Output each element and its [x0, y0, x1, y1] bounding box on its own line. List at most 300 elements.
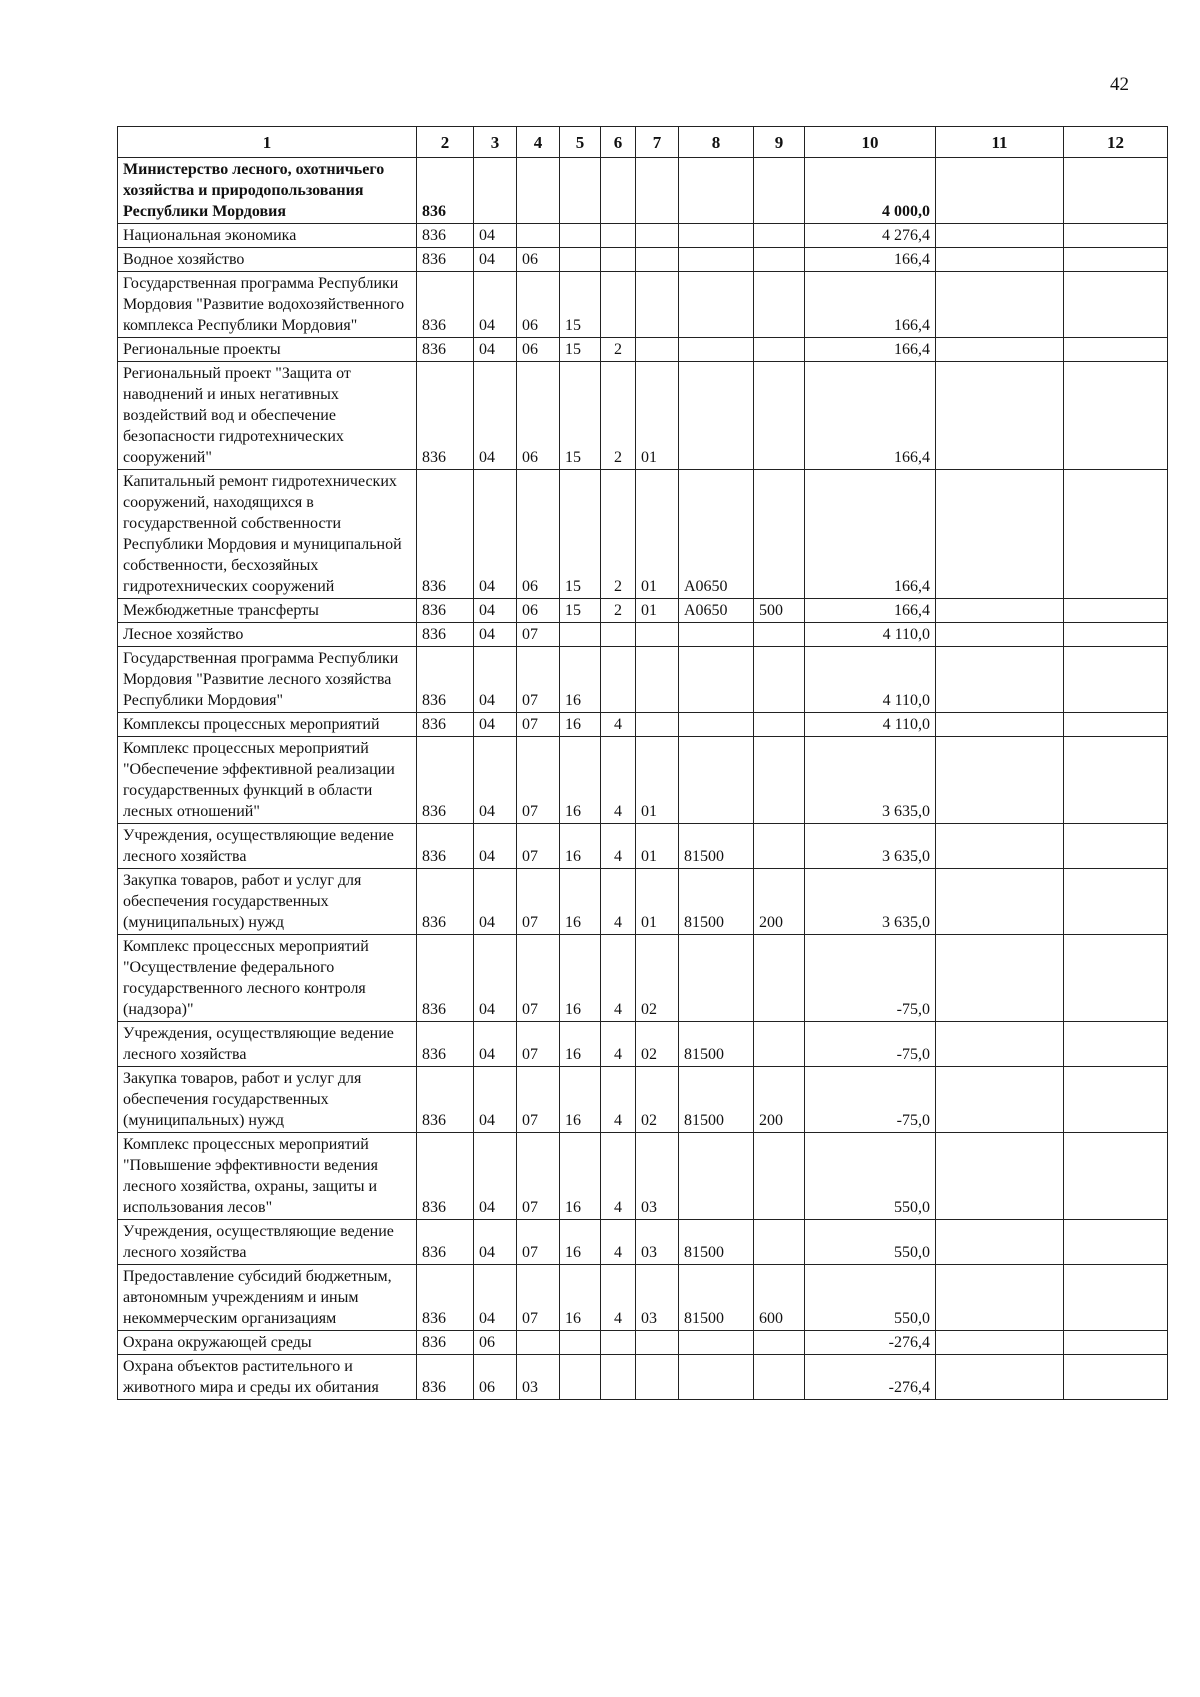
subsection-code-cell: 07 [517, 1220, 560, 1265]
column-12-cell [1064, 935, 1168, 1022]
subprogram-code-cell: 2 [601, 599, 636, 623]
table-row [118, 935, 1168, 1022]
direction-code-cell [679, 623, 754, 647]
section-code-cell: 04 [474, 1265, 517, 1331]
column-11-cell [936, 713, 1064, 737]
header-cell: 3 [474, 127, 517, 158]
expense-type-cell [754, 158, 805, 224]
program-code-cell: 16 [560, 737, 601, 824]
expense-type-cell [754, 248, 805, 272]
column-11-cell [936, 338, 1064, 362]
table-row [118, 1331, 1168, 1355]
row-name-cell: Региональные проекты [118, 338, 417, 362]
header-cell: 5 [560, 127, 601, 158]
row-name-cell: Закупка товаров, работ и услуг для обеспечения государственных (муниципальных) нужд [118, 1067, 417, 1133]
column-12-cell [1064, 1022, 1168, 1067]
table-row [118, 599, 1168, 623]
table-row [118, 737, 1168, 824]
expense-type-cell: 200 [754, 869, 805, 935]
activity-code-cell: 03 [636, 1133, 679, 1220]
expense-type-cell [754, 935, 805, 1022]
ministry-code-cell: 836 [417, 362, 474, 470]
column-12-cell [1064, 338, 1168, 362]
direction-code-cell [679, 224, 754, 248]
column-12-cell [1064, 737, 1168, 824]
table-row [118, 1265, 1168, 1331]
subsection-code-cell: 07 [517, 935, 560, 1022]
section-code-cell: 04 [474, 647, 517, 713]
section-code-cell: 04 [474, 272, 517, 338]
ministry-code-cell: 836 [417, 224, 474, 248]
column-12-cell [1064, 158, 1168, 224]
subsection-code-cell [517, 224, 560, 248]
activity-code-cell: 02 [636, 1067, 679, 1133]
ministry-code-cell: 836 [417, 1022, 474, 1067]
subsection-code-cell: 07 [517, 737, 560, 824]
row-name-cell: Комплекс процессных мероприятий "Осуществление федерального государственного лесного контроля (надзора)" [118, 935, 417, 1022]
ministry-code-cell: 836 [417, 248, 474, 272]
ministry-code-cell: 836 [417, 158, 474, 224]
column-12-cell [1064, 869, 1168, 935]
table-row [118, 1067, 1168, 1133]
amount-cell: 550,0 [805, 1265, 936, 1331]
expense-type-cell: 500 [754, 599, 805, 623]
table-row [118, 470, 1168, 599]
direction-code-cell: 81500 [679, 1022, 754, 1067]
ministry-code-cell: 836 [417, 623, 474, 647]
program-code-cell [560, 158, 601, 224]
header-cell: 10 [805, 127, 936, 158]
ministry-code-cell: 836 [417, 1355, 474, 1400]
table-row [118, 1355, 1168, 1400]
ministry-code-cell: 836 [417, 647, 474, 713]
section-code-cell: 04 [474, 362, 517, 470]
row-name-cell: Учреждения, осуществляющие ведение лесного хозяйства [118, 824, 417, 869]
table-row [118, 224, 1168, 248]
program-code-cell: 16 [560, 1067, 601, 1133]
expense-type-cell: 200 [754, 1067, 805, 1133]
program-code-cell [560, 623, 601, 647]
amount-cell: 4 110,0 [805, 647, 936, 713]
subprogram-code-cell: 2 [601, 470, 636, 599]
subsection-code-cell: 07 [517, 1265, 560, 1331]
column-11-cell [936, 737, 1064, 824]
table-body [118, 158, 1168, 1400]
expense-type-cell [754, 224, 805, 248]
ministry-code-cell: 836 [417, 272, 474, 338]
column-12-cell [1064, 1067, 1168, 1133]
header-cell: 11 [936, 127, 1064, 158]
direction-code-cell: 81500 [679, 824, 754, 869]
subprogram-code-cell: 2 [601, 338, 636, 362]
subsection-code-cell: 06 [517, 338, 560, 362]
row-name-cell: Закупка товаров, работ и услуг для обеспечения государственных (муниципальных) нужд [118, 869, 417, 935]
amount-cell: -75,0 [805, 1067, 936, 1133]
row-name-cell: Государственная программа Республики Мордовия "Развитие водохозяйственного комплекса Республики Мордовия" [118, 272, 417, 338]
subprogram-code-cell: 4 [601, 713, 636, 737]
activity-code-cell: 01 [636, 362, 679, 470]
section-code-cell: 04 [474, 1067, 517, 1133]
subprogram-code-cell [601, 1331, 636, 1355]
column-11-cell [936, 824, 1064, 869]
column-11-cell [936, 1331, 1064, 1355]
header-cell: 2 [417, 127, 474, 158]
activity-code-cell: 01 [636, 824, 679, 869]
direction-code-cell [679, 248, 754, 272]
column-11-cell [936, 248, 1064, 272]
subprogram-code-cell [601, 272, 636, 338]
column-12-cell [1064, 623, 1168, 647]
expense-type-cell: 600 [754, 1265, 805, 1331]
ministry-code-cell: 836 [417, 338, 474, 362]
amount-cell: 166,4 [805, 248, 936, 272]
expense-type-cell [754, 1022, 805, 1067]
row-name-cell: Комплекс процессных мероприятий "Обеспечение эффективной реализации государственных функций в области лесных отношений" [118, 737, 417, 824]
section-code-cell: 06 [474, 1331, 517, 1355]
amount-cell: 550,0 [805, 1220, 936, 1265]
direction-code-cell: A0650 [679, 470, 754, 599]
subprogram-code-cell: 2 [601, 362, 636, 470]
ministry-code-cell: 836 [417, 1331, 474, 1355]
column-12-cell [1064, 647, 1168, 713]
column-11-cell [936, 1355, 1064, 1400]
subprogram-code-cell [601, 224, 636, 248]
column-12-cell [1064, 272, 1168, 338]
row-name-cell: Учреждения, осуществляющие ведение лесного хозяйства [118, 1022, 417, 1067]
ministry-code-cell: 836 [417, 869, 474, 935]
column-12-cell [1064, 470, 1168, 599]
program-code-cell: 16 [560, 1220, 601, 1265]
amount-cell: -75,0 [805, 935, 936, 1022]
ministry-code-cell: 836 [417, 1265, 474, 1331]
ministry-code-cell: 836 [417, 824, 474, 869]
row-name-cell: Государственная программа Республики Мордовия "Развитие лесного хозяйства Республики Мордовия" [118, 647, 417, 713]
table-row [118, 1220, 1168, 1265]
direction-code-cell [679, 713, 754, 737]
column-11-cell [936, 1220, 1064, 1265]
expense-type-cell [754, 1355, 805, 1400]
activity-code-cell [636, 647, 679, 713]
subprogram-code-cell: 4 [601, 1067, 636, 1133]
ministry-code-cell: 836 [417, 1133, 474, 1220]
subsection-code-cell: 06 [517, 362, 560, 470]
direction-code-cell [679, 158, 754, 224]
column-11-cell [936, 224, 1064, 248]
program-code-cell: 16 [560, 824, 601, 869]
program-code-cell [560, 1355, 601, 1400]
row-name-cell: Учреждения, осуществляющие ведение лесного хозяйства [118, 1220, 417, 1265]
table-row [118, 713, 1168, 737]
column-11-cell [936, 362, 1064, 470]
header-cell: 8 [679, 127, 754, 158]
subsection-code-cell: 07 [517, 713, 560, 737]
amount-cell: 166,4 [805, 470, 936, 599]
ministry-code-cell: 836 [417, 1067, 474, 1133]
subsection-code-cell: 06 [517, 470, 560, 599]
table-row [118, 1133, 1168, 1220]
activity-code-cell: 02 [636, 935, 679, 1022]
amount-cell: 166,4 [805, 338, 936, 362]
amount-cell: 166,4 [805, 362, 936, 470]
expense-type-cell [754, 824, 805, 869]
subsection-code-cell: 07 [517, 647, 560, 713]
section-code-cell: 04 [474, 599, 517, 623]
subprogram-code-cell [601, 158, 636, 224]
table-row [118, 338, 1168, 362]
direction-code-cell [679, 935, 754, 1022]
program-code-cell [560, 1331, 601, 1355]
activity-code-cell [636, 158, 679, 224]
ministry-code-cell: 836 [417, 737, 474, 824]
section-code-cell: 04 [474, 248, 517, 272]
subprogram-code-cell: 4 [601, 824, 636, 869]
activity-code-cell: 01 [636, 599, 679, 623]
expense-type-cell [754, 362, 805, 470]
row-name-cell: Министерство лесного, охотничьего хозяйства и природопользования Республики Мордовия [118, 158, 417, 224]
ministry-code-cell: 836 [417, 1220, 474, 1265]
row-name-cell: Комплекс процессных мероприятий "Повышение эффективности ведения лесного хозяйства, охраны, защиты и использования лесов" [118, 1133, 417, 1220]
direction-code-cell: 81500 [679, 1265, 754, 1331]
column-12-cell [1064, 1220, 1168, 1265]
amount-cell: -75,0 [805, 1022, 936, 1067]
ministry-code-cell: 836 [417, 935, 474, 1022]
header-cell: 12 [1064, 127, 1168, 158]
row-name-cell: Охрана объектов растительного и животного мира и среды их обитания [118, 1355, 417, 1400]
amount-cell: 550,0 [805, 1133, 936, 1220]
table-row [118, 1022, 1168, 1067]
expense-type-cell [754, 1331, 805, 1355]
column-11-cell [936, 158, 1064, 224]
program-code-cell: 15 [560, 470, 601, 599]
section-code-cell: 04 [474, 1022, 517, 1067]
subsection-code-cell [517, 1331, 560, 1355]
direction-code-cell [679, 737, 754, 824]
section-code-cell: 04 [474, 224, 517, 248]
subsection-code-cell: 07 [517, 824, 560, 869]
program-code-cell [560, 224, 601, 248]
program-code-cell: 16 [560, 1265, 601, 1331]
activity-code-cell: 01 [636, 869, 679, 935]
column-12-cell [1064, 248, 1168, 272]
row-name-cell: Национальная экономика [118, 224, 417, 248]
section-code-cell: 04 [474, 1220, 517, 1265]
direction-code-cell: 81500 [679, 1220, 754, 1265]
row-name-cell: Региональный проект "Защита от наводнений и иных негативных воздействий вод и обеспечение безопасности гидротехнических сооружений" [118, 362, 417, 470]
header-cell: 6 [601, 127, 636, 158]
direction-code-cell [679, 338, 754, 362]
subsection-code-cell [517, 158, 560, 224]
activity-code-cell: 02 [636, 1022, 679, 1067]
column-12-cell [1064, 1355, 1168, 1400]
expense-type-cell [754, 338, 805, 362]
column-12-cell [1064, 1265, 1168, 1331]
header-cell: 1 [118, 127, 417, 158]
subprogram-code-cell: 4 [601, 1265, 636, 1331]
column-11-cell [936, 869, 1064, 935]
table-row [118, 869, 1168, 935]
program-code-cell: 16 [560, 1133, 601, 1220]
column-12-cell [1064, 824, 1168, 869]
subprogram-code-cell [601, 1355, 636, 1400]
column-11-cell [936, 599, 1064, 623]
subsection-code-cell: 06 [517, 272, 560, 338]
table-row [118, 248, 1168, 272]
activity-code-cell [636, 623, 679, 647]
ministry-code-cell: 836 [417, 599, 474, 623]
expense-type-cell [754, 623, 805, 647]
activity-code-cell: 03 [636, 1265, 679, 1331]
row-name-cell: Охрана окружающей среды [118, 1331, 417, 1355]
column-11-cell [936, 623, 1064, 647]
direction-code-cell [679, 1355, 754, 1400]
column-12-cell [1064, 1133, 1168, 1220]
subsection-code-cell: 06 [517, 599, 560, 623]
activity-code-cell [636, 224, 679, 248]
direction-code-cell [679, 272, 754, 338]
header-cell: 9 [754, 127, 805, 158]
section-code-cell [474, 158, 517, 224]
table-row [118, 158, 1168, 224]
subsection-code-cell: 07 [517, 869, 560, 935]
table-row [118, 362, 1168, 470]
subsection-code-cell: 07 [517, 1133, 560, 1220]
table-row [118, 623, 1168, 647]
row-name-cell: Водное хозяйство [118, 248, 417, 272]
direction-code-cell [679, 362, 754, 470]
column-12-cell [1064, 713, 1168, 737]
column-11-cell [936, 647, 1064, 713]
program-code-cell [560, 248, 601, 272]
row-name-cell: Капитальный ремонт гидротехнических сооружений, находящихся в государственной собственности Республики Мордовия и муниципальной собственности, бесхозяйных гидротехнических сооружений [118, 470, 417, 599]
activity-code-cell: 01 [636, 470, 679, 599]
subsection-code-cell: 07 [517, 1067, 560, 1133]
header-cell: 4 [517, 127, 560, 158]
column-12-cell [1064, 362, 1168, 470]
section-code-cell: 04 [474, 935, 517, 1022]
activity-code-cell: 03 [636, 1220, 679, 1265]
subprogram-code-cell: 4 [601, 1220, 636, 1265]
subprogram-code-cell [601, 623, 636, 647]
activity-code-cell [636, 1355, 679, 1400]
subsection-code-cell: 03 [517, 1355, 560, 1400]
section-code-cell: 04 [474, 470, 517, 599]
activity-code-cell [636, 272, 679, 338]
amount-cell: -276,4 [805, 1331, 936, 1355]
program-code-cell: 16 [560, 647, 601, 713]
subsection-code-cell: 07 [517, 623, 560, 647]
subsection-code-cell: 06 [517, 248, 560, 272]
subsection-code-cell: 07 [517, 1022, 560, 1067]
expense-type-cell [754, 272, 805, 338]
table-row [118, 272, 1168, 338]
section-code-cell: 04 [474, 338, 517, 362]
direction-code-cell [679, 1331, 754, 1355]
page-number: 42 [1110, 74, 1129, 95]
column-11-cell [936, 1133, 1064, 1220]
direction-code-cell [679, 1133, 754, 1220]
subprogram-code-cell: 4 [601, 935, 636, 1022]
section-code-cell: 06 [474, 1355, 517, 1400]
column-11-cell [936, 1265, 1064, 1331]
header-row [118, 127, 1168, 158]
expense-type-cell [754, 1133, 805, 1220]
program-code-cell: 15 [560, 272, 601, 338]
program-code-cell: 15 [560, 338, 601, 362]
subprogram-code-cell: 4 [601, 869, 636, 935]
amount-cell: 4 000,0 [805, 158, 936, 224]
table-row [118, 647, 1168, 713]
amount-cell: 3 635,0 [805, 737, 936, 824]
row-name-cell: Предоставление субсидий бюджетным, автономным учреждениям и иным некоммерческим организациям [118, 1265, 417, 1331]
expense-type-cell [754, 470, 805, 599]
activity-code-cell [636, 713, 679, 737]
direction-code-cell: 81500 [679, 869, 754, 935]
expense-type-cell [754, 1220, 805, 1265]
column-11-cell [936, 470, 1064, 599]
subprogram-code-cell: 4 [601, 737, 636, 824]
column-12-cell [1064, 224, 1168, 248]
direction-code-cell: A0650 [679, 599, 754, 623]
program-code-cell: 16 [560, 1022, 601, 1067]
program-code-cell: 16 [560, 935, 601, 1022]
column-11-cell [936, 272, 1064, 338]
section-code-cell: 04 [474, 623, 517, 647]
ministry-code-cell: 836 [417, 470, 474, 599]
activity-code-cell [636, 338, 679, 362]
header-cell: 7 [636, 127, 679, 158]
subprogram-code-cell: 4 [601, 1133, 636, 1220]
subprogram-code-cell: 4 [601, 1022, 636, 1067]
activity-code-cell [636, 1331, 679, 1355]
expense-type-cell [754, 713, 805, 737]
subprogram-code-cell [601, 248, 636, 272]
section-code-cell: 04 [474, 824, 517, 869]
section-code-cell: 04 [474, 1133, 517, 1220]
program-code-cell: 15 [560, 599, 601, 623]
activity-code-cell: 01 [636, 737, 679, 824]
budget-table [117, 126, 1168, 1400]
row-name-cell: Комплексы процессных мероприятий [118, 713, 417, 737]
column-11-cell [936, 1022, 1064, 1067]
program-code-cell: 16 [560, 869, 601, 935]
column-12-cell [1064, 599, 1168, 623]
section-code-cell: 04 [474, 869, 517, 935]
row-name-cell: Лесное хозяйство [118, 623, 417, 647]
amount-cell: 166,4 [805, 272, 936, 338]
section-code-cell: 04 [474, 713, 517, 737]
amount-cell: 4 110,0 [805, 713, 936, 737]
program-code-cell: 15 [560, 362, 601, 470]
amount-cell: 3 635,0 [805, 824, 936, 869]
program-code-cell: 16 [560, 713, 601, 737]
row-name-cell: Межбюджетные трансферты [118, 599, 417, 623]
expense-type-cell [754, 737, 805, 824]
expense-type-cell [754, 647, 805, 713]
column-11-cell [936, 935, 1064, 1022]
amount-cell: 166,4 [805, 599, 936, 623]
table-row [118, 824, 1168, 869]
section-code-cell: 04 [474, 737, 517, 824]
direction-code-cell: 81500 [679, 1067, 754, 1133]
ministry-code-cell: 836 [417, 713, 474, 737]
subprogram-code-cell [601, 647, 636, 713]
direction-code-cell [679, 647, 754, 713]
column-11-cell [936, 1067, 1064, 1133]
column-12-cell [1064, 1331, 1168, 1355]
amount-cell: 4 276,4 [805, 224, 936, 248]
amount-cell: 3 635,0 [805, 869, 936, 935]
activity-code-cell [636, 248, 679, 272]
